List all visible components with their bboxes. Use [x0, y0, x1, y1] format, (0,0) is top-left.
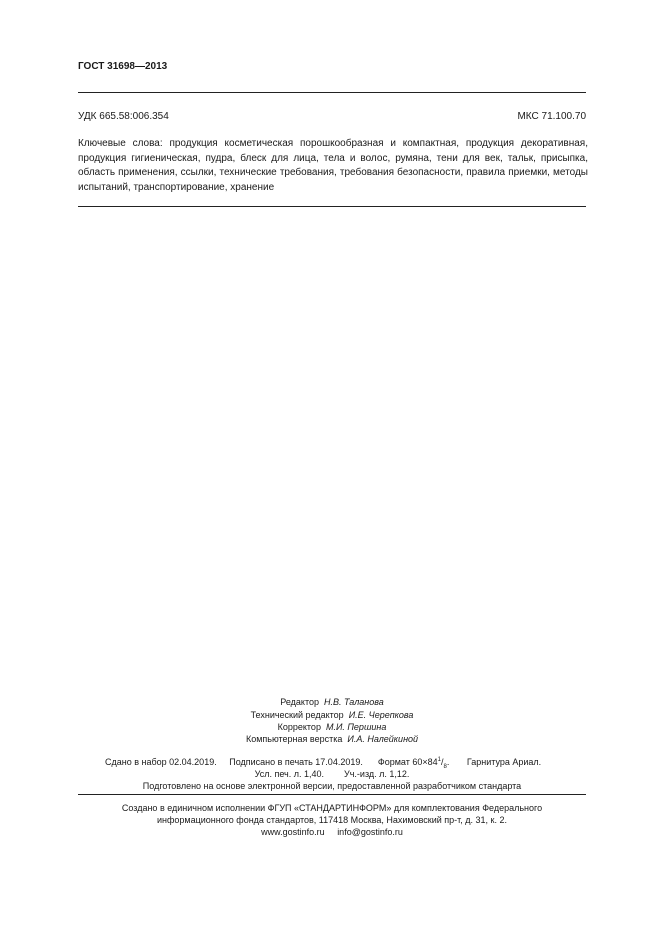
- imprint-typeface: Гарнитура Ариал.: [466, 757, 542, 767]
- credit-name: Н.В. Таланова: [324, 697, 384, 707]
- keywords: Ключевые слова: продукция косметическая порошкообразная и компактная, продукция декоративная, продукция гигиеническая, пудра, блеск для лица, тела и волос, румяна, тени для век, тальк, присыпка, область применения, ссылки, технические требования, требования безопасности, правила приемки, методы испытаний, транспортирование, хранение: [78, 138, 588, 193]
- credit-name: И.Е. Черепкова: [348, 710, 414, 720]
- credit-editor: [78, 697, 586, 707]
- credit-tech-editor: [78, 710, 586, 720]
- credit-name: И.А. Налейкиной: [347, 734, 419, 744]
- credit-role: Компьютерная верстка: [245, 734, 343, 744]
- keywords-rule: [78, 206, 586, 207]
- imprint-pub-sheets: Уч.-изд. л. 1,12.: [344, 769, 410, 779]
- imprint-prepared: Подготовлено на основе электронной версии, предоставленной разработчиком стандарта: [142, 781, 522, 791]
- credit-role: Технический редактор: [250, 710, 344, 720]
- credit-role: Корректор: [277, 722, 321, 732]
- credit-proofreader: [78, 722, 586, 732]
- imprint-rule: [78, 794, 586, 795]
- imprint-line-2: [78, 769, 586, 779]
- imprint-sent: Сдано в набор 02.04.2019.: [105, 757, 217, 767]
- publisher-email[interactable]: info@gostinfo.ru: [337, 827, 403, 837]
- publisher-website[interactable]: www.gostinfo.ru: [261, 827, 325, 837]
- publisher-contacts: [78, 827, 586, 837]
- header-rule: [78, 92, 586, 93]
- mks-code: МКС 71.100.70: [517, 111, 586, 122]
- imprint-format: Формат $60\times 84^1/_8$.: [377, 757, 450, 770]
- standard-id: ГОСТ 31698—2013: [78, 61, 168, 72]
- credit-name: М.И. Першина: [325, 722, 387, 732]
- credit-role: Редактор: [280, 697, 319, 707]
- credit-layout: [78, 734, 586, 744]
- imprint-line-1: [105, 757, 595, 770]
- imprint-signed: Подписано в печать 17.04.2019.: [229, 757, 363, 767]
- imprint-print-sheets: Усл. печ. л. 1,40.: [254, 769, 324, 779]
- publisher-line-1: Создано в единичном исполнении ФГУП «СТАНДАРТИНФОРМ» для комплектования Федерального: [121, 803, 543, 813]
- publisher-line-2: информационного фонда стандартов, 117418 Москва, Нахимовский пр-т, д. 31, к. 2.: [156, 815, 508, 825]
- udk-code: УДК 665.58:006.354: [78, 111, 169, 122]
